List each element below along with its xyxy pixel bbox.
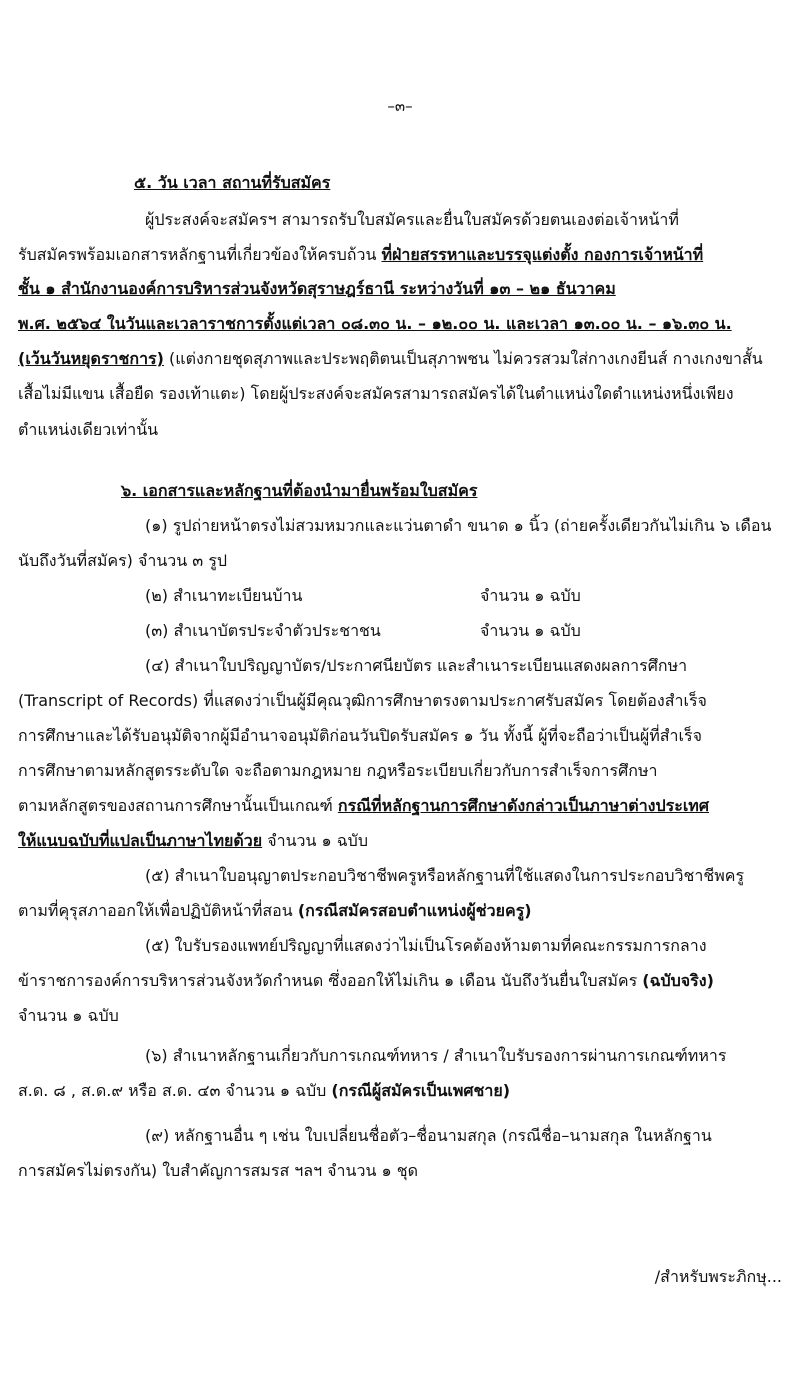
section6-item5-cont (18, 903, 532, 919)
section5-location: ที่ฝ่ายสรรหาและบรรจุแต่งตั้ง กองการเจ้าหน้าที่ (381, 245, 704, 264)
section5-heading: ๕. วัน เวลา สถานที่รับสมัคร (134, 173, 331, 192)
section6-translation-note: ให้แนบฉบับที่แปลเป็นภาษาไทยด้วย (18, 831, 263, 850)
section6-teacher-note: (กรณีสมัครสอบตำแหน่งผู้ช่วยครู) (297, 901, 532, 920)
section6-item4-cont (18, 798, 709, 814)
section5-location-line: ชั้น ๑ สำนักงานองค์การบริหารส่วนจังหวัดสุราษฎร์ธานี ระหว่างวันที่ ๑๓ – ๒๑ ธันวาคม (18, 279, 616, 298)
section6-item6-cont: จำนวน ๑ ฉบับ (18, 1006, 119, 1025)
section6-item4-cont: การศึกษาและได้รับอนุมัติจากผู้มีอำนาจอนุมัติก่อนวันปิดรับสมัคร ๑ วัน ทั้งนี้ ผู้ที่จะถือว่าเป็นผู้ที่สำเร็จ (18, 726, 702, 745)
section5-line: ตำแหน่งเดียวเท่านั้น (18, 420, 159, 439)
section6-item7: (๖) สำเนาหลักฐานเกี่ยวกับการเกณฑ์ทหาร / สำเนาใบรับรองการผ่านการเกณฑ์ทหาร (145, 1046, 727, 1065)
section6-item6-cont (18, 973, 714, 989)
section6-item4-cont: (Transcript of Records) ที่แสดงว่าเป็นผู้มีคุณวุฒิการศึกษาตรงตามประกาศรับสมัคร โดยต้องสำเร็จ (18, 691, 707, 710)
section6-text: จำนวน ๑ ฉบับ (267, 831, 368, 850)
section6-item4-cont: การศึกษาตามหลักสูตรระดับใด จะถือตามกฎหมาย กฎหรือระเบียบเกี่ยวกับการสำเร็จการศึกษา (18, 761, 658, 780)
section6-item4: (๔) สำเนาใบปริญญาบัตร/ประกาศนียบัตร และสำเนาระเบียนแสดงผลการศึกษา (145, 656, 688, 675)
section6-item6: (๕) ใบรับรองแพทย์ปริญญาที่แสดงว่าไม่เป็นโรคต้องห้ามตามที่คณะกรรมการกลาง (145, 936, 707, 955)
section5-holiday-note: (เว้นวันหยุดราชการ) (18, 349, 164, 368)
section6-item4-cont (18, 833, 368, 849)
section6-item7-cont (18, 1083, 510, 1099)
section5-text: รับสมัครพร้อมเอกสารหลักฐานที่เกี่ยวข้องให้ครบถ้วน (18, 245, 377, 264)
section5-time-line: พ.ศ. ๒๕๖๔ ในวันและเวลาราชการตั้งแต่เวลา ๐๘.๓๐ น. – ๑๒.๐๐ น. และเวลา ๑๓.๐๐ น. – ๑๖.๓๐ น. (18, 314, 732, 333)
section5-line: เสื้อไม่มีแขน เสื้อยืด รองเท้าแตะ) โดยผู้ประสงค์จะสมัครสามารถสมัครได้ในตำแหน่งใดตำแหน่งหนึ่งเพียง (18, 384, 734, 403)
section5-line: ผู้ประสงค์จะสมัครฯ สามารถรับใบสมัครและยื่นใบสมัครด้วยตนเองต่อเจ้าหน้าที่ (145, 210, 679, 229)
section5-line (18, 247, 703, 263)
section6-item1-cont: นับถึงวันที่สมัคร) จำนวน ๓ รูป (18, 551, 228, 570)
section6-item8-cont: การสมัครไม่ตรงกัน) ใบสำคัญการสมรส ฯลฯ จำนวน ๑ ชุด (18, 1161, 418, 1180)
section6-item8: (๙) หลักฐานอื่น ๆ เช่น ใบเปลี่ยนชื่อตัว–ชื่อนามสกุล (กรณีชื่อ–นามสกุล ในหลักฐาน (145, 1126, 712, 1145)
section6-text: ตามที่คุรุสภาออกให้เพื่อปฏิบัติหน้าที่สอน (18, 901, 293, 920)
section6-original-note: (ฉบับจริง) (642, 971, 714, 990)
section5-line (18, 351, 763, 367)
section6-item5: (๕) สำเนาใบอนุญาตประกอบวิชาชีพครูหรือหลักฐานที่ใช้แสดงในการประกอบวิชาชีพครู (145, 866, 745, 885)
section6-item3-qty: จำนวน ๑ ฉบับ (480, 621, 581, 640)
section6-male-note: (กรณีผู้สมัครเป็นเพศชาย) (331, 1081, 511, 1100)
section6-text: ตามหลักสูตรของสถานการศึกษานั้นเป็นเกณฑ์ (18, 796, 333, 815)
section6-text: ส.ด. ๘ , ส.ด.๙ หรือ ส.ด. ๔๓ จำนวน ๑ ฉบับ (18, 1081, 327, 1100)
section6-item1: (๑) รูปถ่ายหน้าตรงไม่สวมหมวกและแว่นตาดำ ขนาด ๑ นิ้ว (ถ่ายครั้งเดียวกันไม่เกิน ๖ เดือน (145, 516, 772, 535)
section6-item2-qty: จำนวน ๑ ฉบับ (480, 586, 581, 605)
section6-item3: (๓) สำเนาบัตรประจำตัวประชาชน (145, 621, 381, 640)
section6-text: ข้าราชการองค์การบริหารส่วนจังหวัดกำหนด ซึ่งออกให้ไม่เกิน ๑ เดือน นับถึงวันยื่นใบสมัคร (18, 971, 638, 990)
section6-item2: (๒) สำเนาทะเบียนบ้าน (145, 586, 303, 605)
page-number: –๓– (387, 97, 413, 115)
section6-foreign-note: กรณีที่หลักฐานการศึกษาดังกล่าวเป็นภาษาต่างประเทศ (337, 796, 709, 815)
section6-heading: ๖. เอกสารและหลักฐานที่ต้องนำมายื่นพร้อมใบสมัคร (121, 481, 478, 500)
section5-text: (แต่งกายชุดสุภาพและประพฤติตนเป็นสุภาพชน ไม่ควรสวมใส่กางเกงยีนส์ กางเกงขาสั้น (169, 349, 763, 368)
continued-footer: /สำหรับพระภิกษุ... (654, 1267, 782, 1286)
